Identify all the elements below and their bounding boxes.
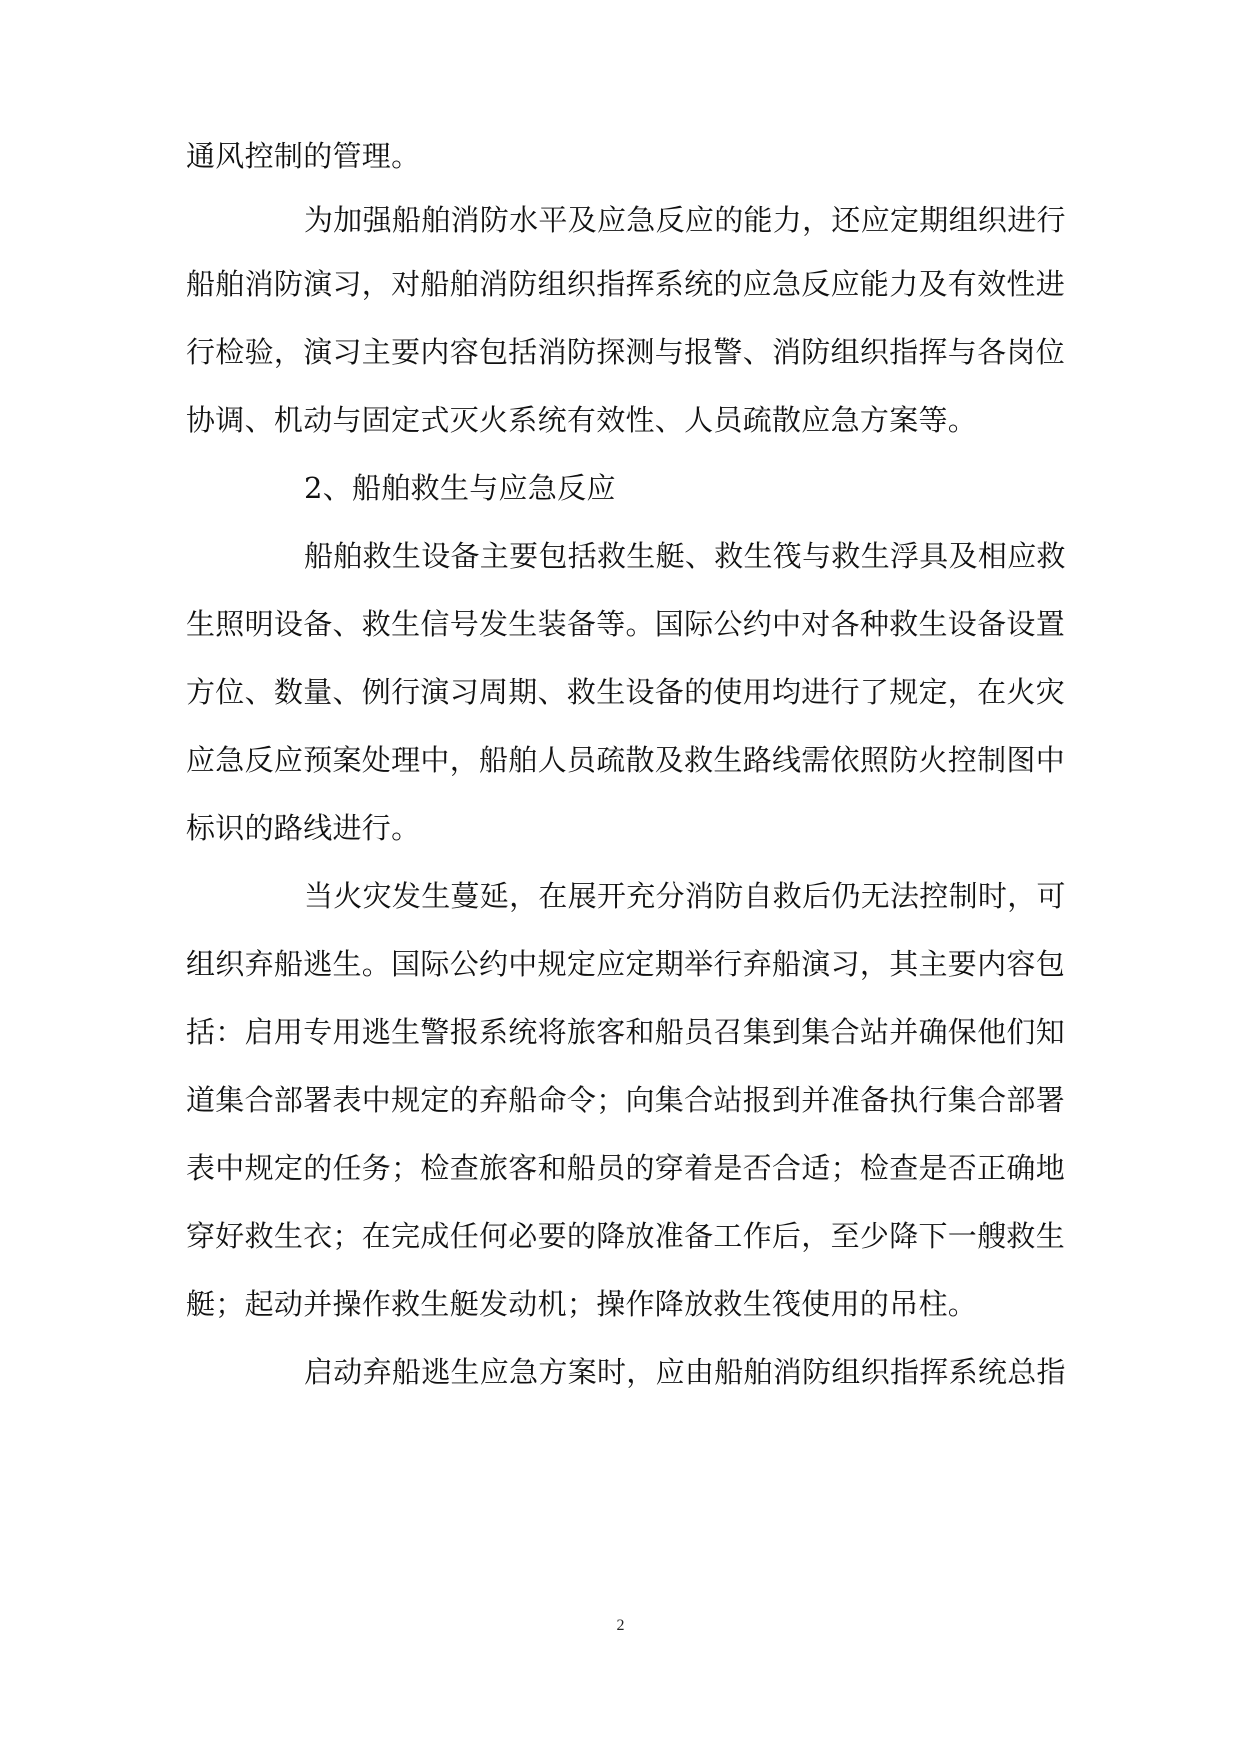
paragraph-line: 艇；起动并操作救生艇发动机；操作降放救生筏使用的吊柱。 [186,1287,978,1321]
paragraph-line: 当火灾发生蔓延，在展开充分消防自救后仍无法控制时，可 [304,879,1066,913]
paragraph-line: 船舶消防演习，对船舶消防组织指挥系统的应急反应能力及有效性进 [186,267,1066,301]
paragraph-line: 标识的路线进行。 [186,811,421,845]
page-number: 2 [616,1617,625,1634]
paragraph-line: 括：启用专用逃生警报系统将旅客和船员召集到集合站并确保他们知 [186,1015,1066,1049]
paragraph-line: 为加强船舶消防水平及应急反应的能力，还应定期组织进行 [304,203,1066,237]
paragraph-line: 启动弃船逃生应急方案时，应由船舶消防组织指挥系统总指 [304,1355,1066,1389]
paragraph-line: 方位、数量、例行演习周期、救生设备的使用均进行了规定，在火灾 [186,675,1066,709]
paragraph-line: 组织弃船逃生。国际公约中规定应定期举行弃船演习，其主要内容包 [186,947,1066,981]
paragraph-line: 行检验，演习主要内容包括消防探测与报警、消防组织指挥与各岗位 [186,335,1066,369]
paragraph-line: 协调、机动与固定式灭火系统有效性、人员疏散应急方案等。 [186,403,978,437]
paragraph-line: 通风控制的管理。 [186,139,421,173]
paragraph-line: 穿好救生衣；在完成任何必要的降放准备工作后，至少降下一艘救生 [186,1219,1066,1253]
section-heading: 2、船舶救生与应急反应 [304,471,616,505]
paragraph-line: 表中规定的任务；检查旅客和船员的穿着是否合适；检查是否正确地 [186,1151,1066,1185]
paragraph-line: 道集合部署表中规定的弃船命令；向集合站报到并准备执行集合部署 [186,1083,1066,1117]
paragraph-line: 船舶救生设备主要包括救生艇、救生筏与救生浮具及相应救 [304,539,1066,573]
paragraph-line: 生照明设备、救生信号发生装备等。国际公约中对各种救生设备设置 [186,607,1066,641]
paragraph-line: 应急反应预案处理中，船舶人员疏散及救生路线需依照防火控制图中 [186,743,1066,777]
